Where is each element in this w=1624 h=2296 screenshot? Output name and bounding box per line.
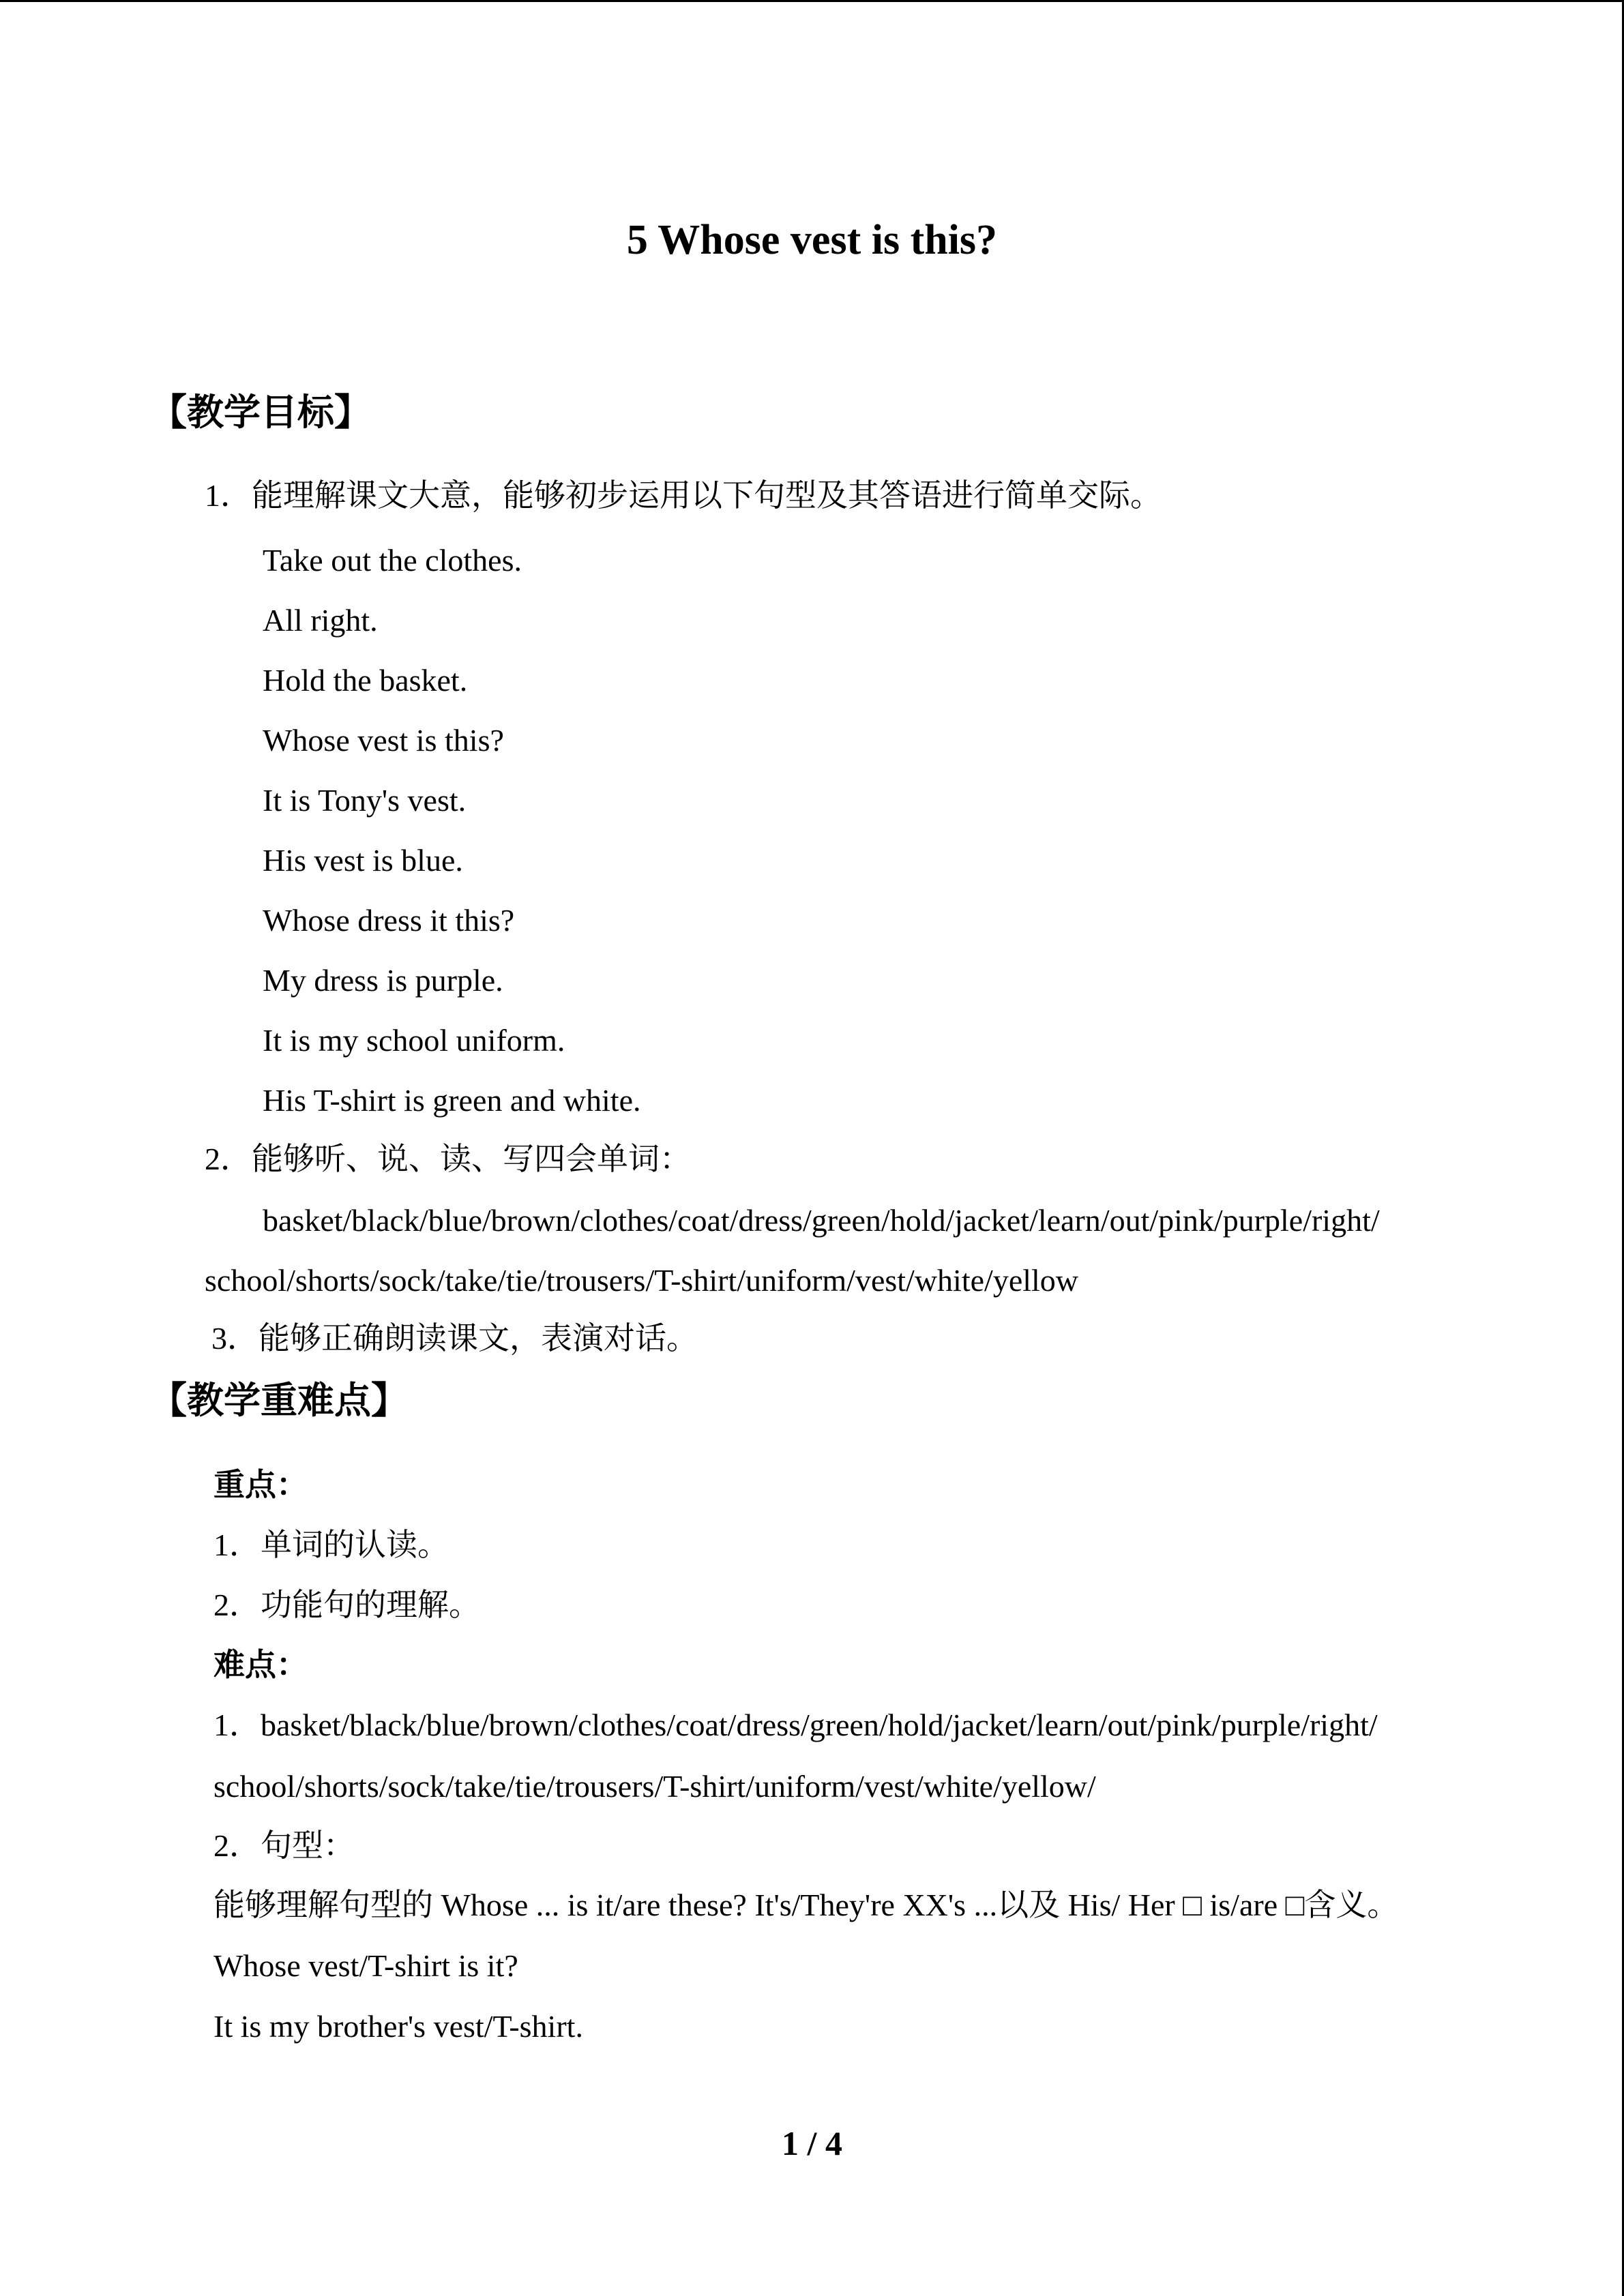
sentence-7: Whose dress it this? (263, 903, 515, 938)
difficult-point-2-label: 2．句型： (213, 1828, 355, 1863)
difficult-point-1-line-2: school/shorts/sock/take/tie/trousers/T-shirt/uniform/vest/white/yellow/ (213, 1769, 1096, 1804)
objective-2-number: 2． (205, 1142, 252, 1176)
difficult-point-1-line-1: 1．basket/black/blue/brown/clothes/coat/dress/green/hold/jacket/learn/out/pink/purple/right/ (213, 1708, 1378, 1742)
sentence-5: It is Tony's vest. (263, 783, 467, 818)
sentence-6: His vest is blue. (263, 843, 463, 878)
teaching-objectives-heading: 【教学目标】 (150, 392, 371, 433)
sentence-9: It is my school uniform. (263, 1023, 565, 1058)
sentence-10: His T-shirt is green and white. (263, 1083, 641, 1118)
key-points-label: 重点： (213, 1467, 308, 1502)
difficult-example-1: Whose vest/T-shirt is it? (213, 1948, 518, 1983)
sentence-1: Take out the clothes. (263, 543, 522, 578)
difficult-points-label: 难点： (213, 1648, 308, 1682)
key-difficult-points-heading: 【教学重难点】 (150, 1380, 408, 1421)
objective-1 (205, 480, 1162, 511)
objective-2-text: 能够听、说、读、写四会单词： (252, 1142, 691, 1176)
page-number: 1 / 4 (782, 2124, 842, 2162)
vocabulary-line-2: school/shorts/sock/take/tie/trousers/T-shirt/uniform/vest/white/yellow (205, 1263, 1079, 1298)
objective-3 (211, 1323, 698, 1354)
key-point-1: 1．单词的认读。 (213, 1527, 449, 1562)
sentence-3: Hold the basket. (263, 663, 468, 698)
objective-3-text: 能够正确朗读课文，表演对话。 (259, 1321, 698, 1356)
objective-1-number: 1． (205, 478, 252, 513)
vocabulary-line-1: basket/black/blue/brown/clothes/coat/dress/green/hold/jacket/learn/out/pink/purple/right/ (263, 1203, 1380, 1238)
objective-1-text: 能理解课文大意，能够初步运用以下句型及其答语进行简单交际。 (252, 478, 1162, 513)
document-title: 5 Whose vest is this? (626, 217, 998, 263)
key-point-2: 2．功能句的理解。 (213, 1587, 480, 1622)
difficult-example-2: It is my brother's vest/T-shirt. (213, 2009, 583, 2044)
sentence-2: All right. (263, 603, 378, 638)
objective-2 (205, 1144, 691, 1175)
objective-3-number: 3． (211, 1321, 259, 1356)
sentence-4: Whose vest is this? (263, 723, 504, 758)
sentence-8: My dress is purple. (263, 963, 503, 998)
difficult-point-2-description: 能够理解句型的 Whose ... is it/are these? It's/They're XX's ...以及 His/ Her □ is/are □含义。 (213, 1888, 1399, 1922)
